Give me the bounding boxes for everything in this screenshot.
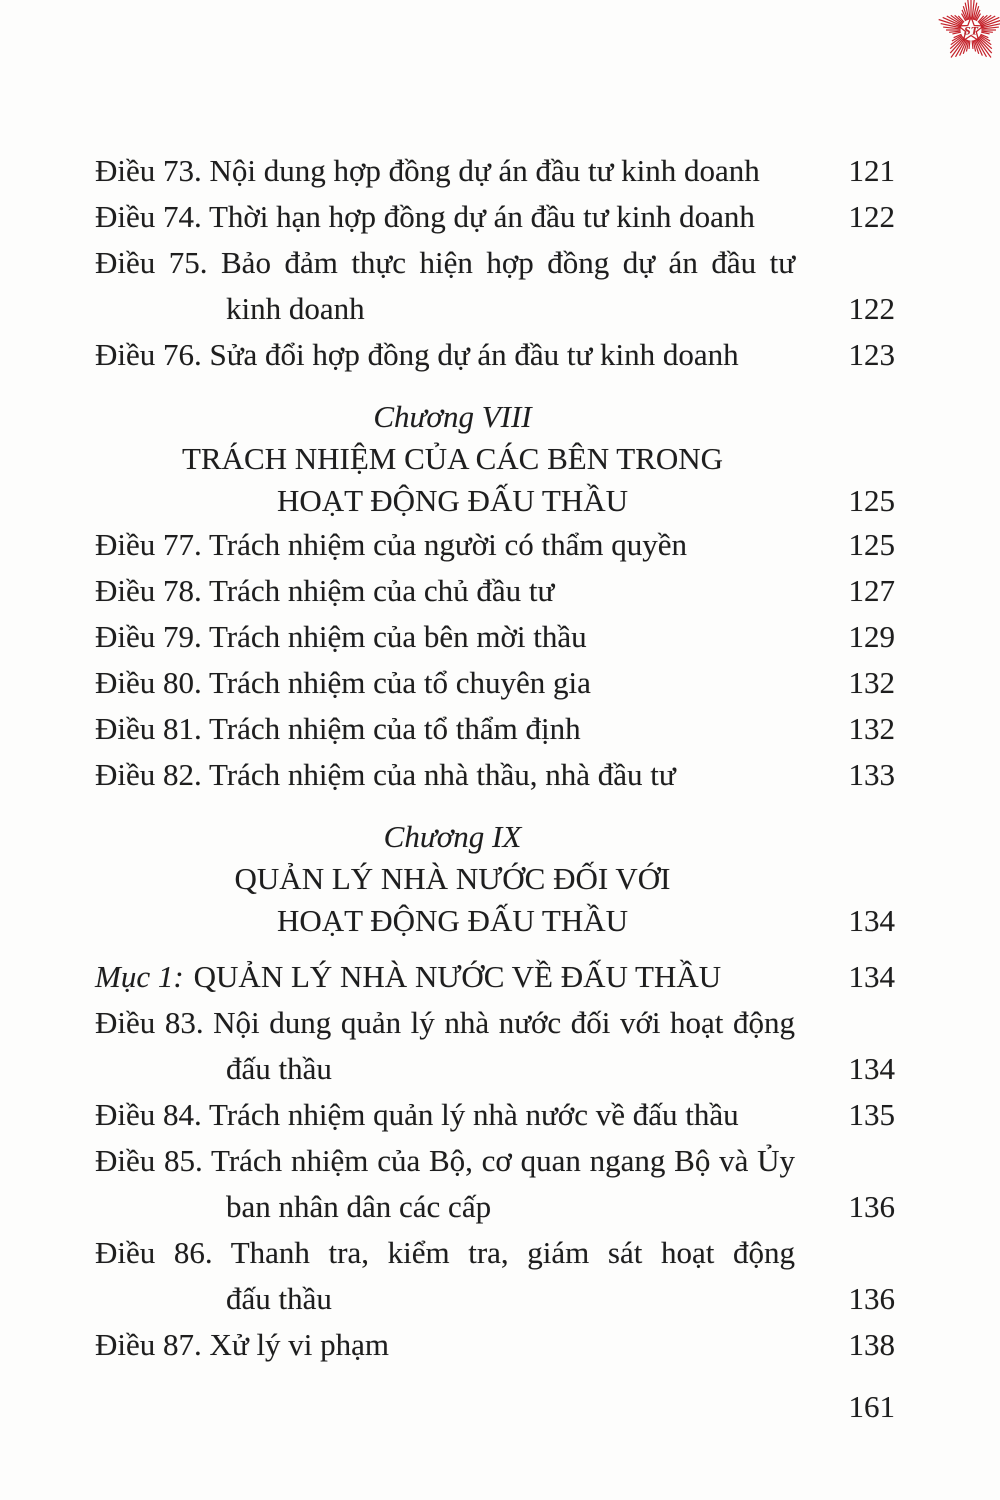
toc-entry [95,240,895,332]
toc-entry [95,614,895,660]
section-label [95,954,721,1000]
entry-page-number: 136 [848,1281,895,1316]
table-of-contents [95,148,895,1430]
chapter-page-number: 134 [848,903,895,938]
entry-label: Điều 76. Sửa đổi hợp đồng dự án đầu tư kinh doanh [95,337,739,372]
publisher-logo [936,0,1000,65]
entry-label-line1: Điều 75. Bảo đảm thực hiện hợp đồng dự án đầu tư [95,245,795,280]
entry-page-number: 127 [848,573,895,608]
entry-label-line1: Điều 83. Nội dung quản lý nhà nước đối với hoạt động [95,1005,795,1040]
chapter-title-line2: HOẠT ĐỘNG ĐẤU THẦU [276,483,629,518]
toc-entry [95,1000,895,1092]
toc-entry [95,194,895,240]
section-heading [95,954,895,1000]
entry-page-number: 123 [848,337,895,372]
toc-entry [95,706,895,752]
toc-entry [95,522,895,568]
entry-label [95,1138,795,1230]
toc-entry [95,1230,895,1322]
entry-page-number: 122 [848,199,895,234]
chapter-title-line1: QUẢN LÝ NHÀ NƯỚC ĐỐI VỚI [234,861,671,896]
entry-page-number: 132 [848,711,895,746]
chapter-title-line1: TRÁCH NHIỆM CỦA CÁC BÊN TRONG [181,441,724,476]
entry-label: Điều 77. Trách nhiệm của người có thẩm quyền [95,527,687,562]
chapter-heading [95,396,895,522]
entry-label-line2: kinh doanh [226,291,365,326]
entry-label: Điều 82. Trách nhiệm của nhà thầu, nhà đầu tư [95,757,676,792]
entry-page-number: 122 [848,291,895,326]
toc-entry [95,1092,895,1138]
entry-label-line1: Điều 85. Trách nhiệm của Bộ, cơ quan ngang Bộ và Ủy [95,1143,795,1178]
entry-page-number: 136 [848,1189,895,1224]
section-title: QUẢN LÝ NHÀ NƯỚC VỀ ĐẤU THẦU [193,959,722,994]
entry-label-line1: Điều 86. Thanh tra, kiểm tra, giám sát hoạt động [95,1235,795,1270]
toc-list [95,148,895,1368]
entry-page-number: 133 [848,757,895,792]
entry-label: Điều 78. Trách nhiệm của chủ đầu tư [95,573,555,608]
toc-entry [95,1322,895,1368]
entry-label-line2: ban nhân dân các cấp [226,1189,492,1224]
entry-page-number: 138 [848,1327,895,1362]
toc-entry [95,332,895,378]
entry-page-number: 125 [848,527,895,562]
chapter-title-line2: HOẠT ĐỘNG ĐẤU THẦU [276,903,629,938]
entry-label: Điều 84. Trách nhiệm quản lý nhà nước về đấu thầu [95,1097,739,1132]
toc-entry [95,1138,895,1230]
entry-label: Điều 73. Nội dung hợp đồng dự án đầu tư kinh doanh [95,153,760,188]
chapter-page-number: 125 [848,483,895,518]
entry-label: Điều 80. Trách nhiệm của tổ chuyên gia [95,665,591,700]
entry-page-number: 135 [848,1097,895,1132]
entry-label: Điều 79. Trách nhiệm của bên mời thầu [95,619,587,654]
entry-page-number: 132 [848,665,895,700]
entry-label: Điều 87. Xử lý vi phạm [95,1327,390,1362]
svg-text:ST: ST [963,23,979,38]
chapter-label: Chương IX [383,819,522,854]
publisher-star-icon [936,0,1000,65]
chapter-heading [95,816,895,942]
entry-page-number: 121 [848,153,895,188]
entry-label-line2: đấu thầu [226,1051,332,1086]
chapter-label: Chương VIII [373,399,532,434]
section-label-prefix: Mục 1: [95,959,184,994]
section-page-number: 134 [848,959,895,994]
toc-entry [95,660,895,706]
entry-label [95,1230,795,1322]
toc-entry [95,568,895,614]
entry-label: Điều 74. Thời hạn hợp đồng dự án đầu tư kinh doanh [95,199,755,234]
entry-label-line2: đấu thầu [226,1281,332,1316]
entry-label: Điều 81. Trách nhiệm của tổ thẩm định [95,711,581,746]
toc-entry [95,148,895,194]
entry-page-number: 129 [848,619,895,654]
folio-page-number: 161 [848,1389,895,1424]
entry-page-number: 134 [848,1051,895,1086]
entry-label [95,1000,795,1092]
entry-label [95,240,795,332]
toc-entry [95,752,895,798]
